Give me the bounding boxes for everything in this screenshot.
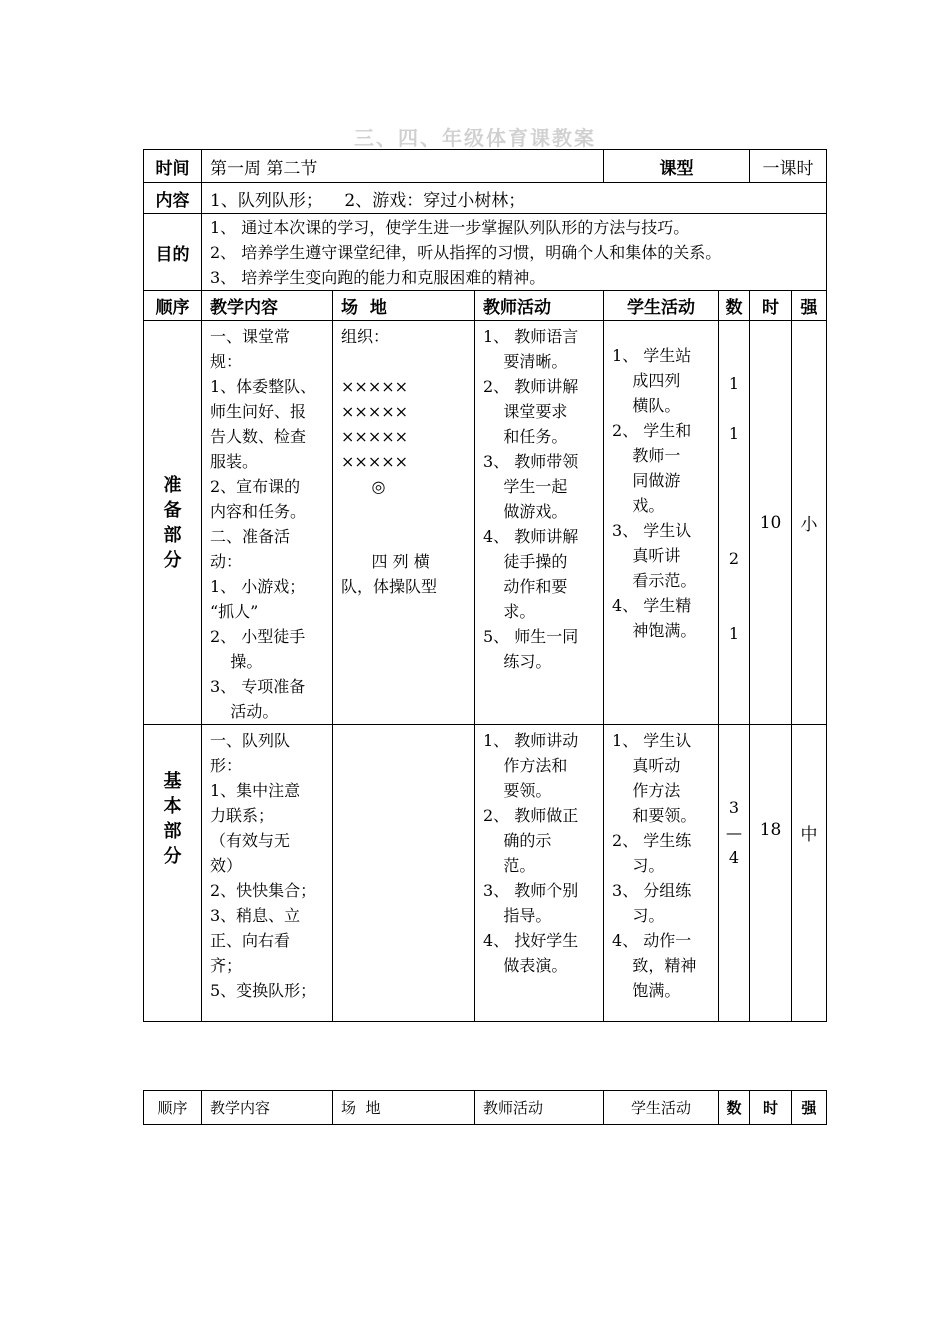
section-teacher: 1、 教师语言 要清晰。 2、 教师讲解 课堂要求 和任务。 3、 教师带领 学生一起 做游戏。 4、 教师讲解 徒手操的 动作和要 求。 5、 师生一同 练习。 <box>475 321 604 725</box>
header-content: 教学内容 <box>202 1091 333 1125</box>
time-label: 时间 <box>144 150 202 183</box>
type-label: 课型 <box>604 150 750 183</box>
header-time: 时 <box>750 291 792 321</box>
column-header-row <box>144 291 827 321</box>
section-venue <box>333 725 475 1022</box>
header-count: 数 <box>719 291 750 321</box>
header-order: 顺序 <box>144 1091 202 1125</box>
continuation-header-table <box>143 1090 827 1125</box>
header-intensity: 强 <box>792 1091 827 1125</box>
section-student: 1、 学生站 成四列 横队。 2、 学生和 教师一 同做游 戏。 3、 学生认 真听讲 看示范。 4、 学生精 神饱满。 <box>604 321 719 725</box>
content-value: 1、队列队形； 2、游戏：穿过小树林； <box>202 183 827 214</box>
goal-item: 3、 培养学生变向跑的能力和克服困难的精神。 <box>210 267 546 287</box>
section-intensity: 中 <box>792 725 827 1022</box>
goal-item: 1、 通过本次课的学习，使学生进一步掌握队列队形的方法与技巧。 <box>210 217 690 237</box>
type-value: 一课时 <box>750 150 827 183</box>
header-venue: 场 地 <box>333 291 475 321</box>
section-time: 18 <box>750 725 792 1022</box>
header-student: 学生活动 <box>604 1091 719 1125</box>
header-content: 教学内容 <box>202 291 333 321</box>
section-count: 3 — 4 <box>719 725 750 1022</box>
goals-list <box>202 214 827 291</box>
section-row-prep <box>144 321 827 725</box>
header-time: 时 <box>750 1091 792 1125</box>
section-teacher: 1、 教师讲动 作方法和 要领。 2、 教师做正 确的示 范。 3、 教师个别 指导。 4、 找好学生 做表演。 <box>475 725 604 1022</box>
header-teacher: 教师活动 <box>475 291 604 321</box>
header-intensity: 强 <box>792 291 827 321</box>
lesson-plan-table <box>143 149 827 1022</box>
header-venue: 场 地 <box>333 1091 475 1125</box>
goal-label: 目的 <box>144 214 202 291</box>
header-teacher: 教师活动 <box>475 1091 604 1125</box>
section-intensity: 小 <box>792 321 827 725</box>
section-student: 1、 学生认 真听动 作方法 和要领。 2、 学生练 习。 3、 分组练 习。 4、 动作一 致，精神 饱满。 <box>604 725 719 1022</box>
section-content: 一、课堂常 规： 1、体委整队、 师生问好、报 告人数、检查 服装。 2、宣布课的 内容和任务。 二、准备活 动： 1、 小游戏； “抓人” 2、 小型徒手 操。 3、 专项准备 活动。 <box>202 321 333 725</box>
page-title: 三、四、年级体育课教案 <box>354 126 596 150</box>
section-name: 基 本 部 分 <box>144 725 202 1022</box>
section-content: 一、队列队 形： 1、集中注意 力联系； （有效与无 效） 2、快快集合； 3、稍息、立 正、向右看 齐； 5、变换队形； <box>202 725 333 1022</box>
section-count: 1 1 2 1 <box>719 321 750 725</box>
section-row-main <box>144 725 827 1022</box>
header-order: 顺序 <box>144 291 202 321</box>
header-count: 数 <box>719 1091 750 1125</box>
time-value: 第一周 第二节 <box>202 150 604 183</box>
section-venue: 组织： ××××× ××××× ××××× ××××× ◎ 四 列 横 队，体操队型 <box>333 321 475 725</box>
section-name: 准 备 部 分 <box>144 321 202 725</box>
header-student: 学生活动 <box>604 291 719 321</box>
goal-item: 2、 培养学生遵守课堂纪律，听从指挥的习惯，明确个人和集体的关系。 <box>210 242 722 262</box>
section-time: 10 <box>750 321 792 725</box>
content-label: 内容 <box>144 183 202 214</box>
